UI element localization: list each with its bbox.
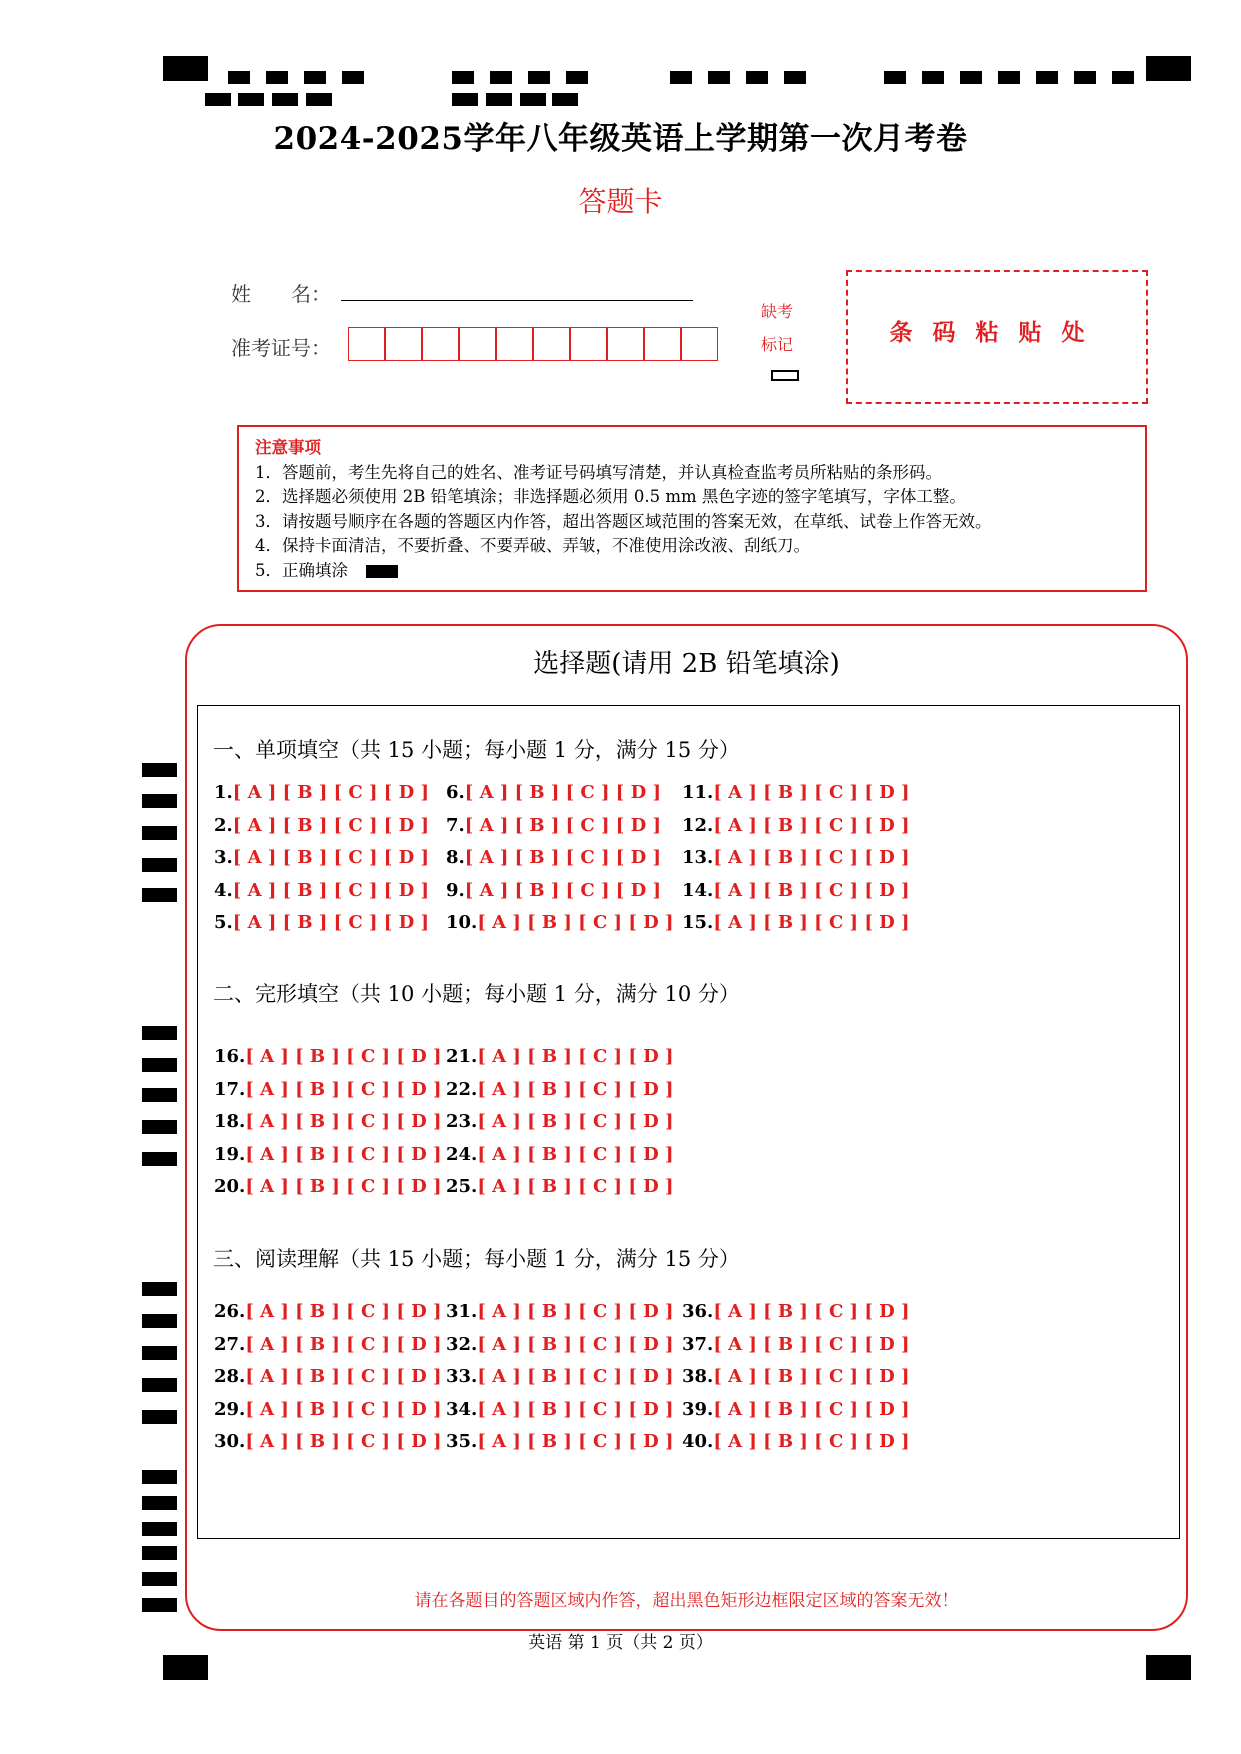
timing-mark: [142, 1496, 177, 1510]
answer-options[interactable]: [ A ] [ B ] [ C ] [ D ]: [245, 1078, 442, 1100]
question-number: 28.: [214, 1366, 246, 1387]
answer-options[interactable]: [ A ] [ B ] [ C ] [ D ]: [713, 912, 910, 933]
timing-mark: [566, 71, 588, 84]
timing-mark: [228, 71, 250, 84]
question-row[interactable]: [446, 1399, 674, 1420]
timing-mark: [142, 1314, 177, 1328]
timing-mark: [304, 71, 326, 84]
question-number: 21.: [446, 1046, 478, 1067]
question-row[interactable]: [446, 1079, 674, 1100]
timing-mark: [142, 1152, 177, 1166]
exam-id-digit-box[interactable]: [681, 327, 718, 361]
question-row[interactable]: [446, 1301, 674, 1322]
answer-options[interactable]: [ A ] [ B ] [ C ] [ D ]: [245, 1301, 442, 1322]
answer-options[interactable]: [ A ] [ B ] [ C ] [ D ]: [464, 879, 661, 901]
timing-mark: [552, 93, 578, 106]
answer-options[interactable]: [ A ] [ B ] [ C ] [ D ]: [713, 814, 910, 836]
notice-item: 2．选择题必须使用 2B 铅笔填涂；非选择题必须用 0.5 mm 黑色字迹的签字笔填写，字体工整。: [255, 487, 966, 506]
question-row[interactable]: [446, 1176, 674, 1197]
exam-id-digit-box[interactable]: [459, 327, 496, 361]
timing-mark: [1112, 71, 1134, 84]
question-row[interactable]: [446, 912, 674, 933]
timing-mark: [142, 1282, 177, 1296]
answer-options[interactable]: [ A ] [ B ] [ C ] [ D ]: [477, 1333, 674, 1355]
timing-mark: [784, 71, 806, 84]
page-subtitle: 答题卡: [578, 185, 663, 218]
question-number: 18.: [214, 1111, 246, 1132]
question-number: 17.: [214, 1078, 246, 1100]
notice-item: 3．请按题号顺序在各题的答题区内作答，超出答题区域范围的答案无效，在草纸、试卷上作答无效。: [255, 511, 992, 531]
answer-options[interactable]: [ A ] [ B ] [ C ] [ D ]: [477, 1301, 674, 1322]
timing-mark: [272, 93, 298, 106]
exam-id-label: 准考证号：: [231, 336, 331, 360]
timing-mark: [708, 71, 730, 84]
question-number: 14.: [682, 879, 714, 901]
question-row[interactable]: [682, 1431, 910, 1452]
question-row[interactable]: [682, 1366, 910, 1387]
answer-options[interactable]: [ A ] [ B ] [ C ] [ D ]: [477, 1398, 674, 1420]
answer-options[interactable]: [ A ] [ B ] [ C ] [ D ]: [477, 1366, 674, 1387]
registration-mark: [1146, 56, 1191, 81]
question-row[interactable]: [682, 880, 910, 901]
question-row[interactable]: [214, 880, 429, 901]
answer-options[interactable]: [ A ] [ B ] [ C ] [ D ]: [245, 1111, 442, 1132]
question-row[interactable]: [214, 1046, 442, 1067]
question-number: 23.: [446, 1111, 478, 1132]
question-number: 8.: [446, 847, 465, 868]
question-number: 40.: [682, 1431, 714, 1452]
part-title: 三、阅读理解（共 15 小题；每小题 1 分，满分 15 分）: [213, 1247, 740, 1271]
answer-options[interactable]: [ A ] [ B ] [ C ] [ D ]: [477, 1431, 674, 1452]
question-number: 13.: [682, 847, 714, 868]
timing-mark: [142, 1546, 177, 1560]
exam-id-digit-box[interactable]: [644, 327, 681, 361]
question-row[interactable]: [682, 912, 910, 933]
question-row[interactable]: [446, 847, 661, 868]
question-number: 31.: [446, 1301, 478, 1322]
notice-item: 4．保持卡面清洁，不要折叠、不要弄破、弄皱，不准使用涂改液、刮纸刀。: [255, 536, 810, 555]
question-number: 12.: [682, 814, 714, 836]
exam-id-digit-box[interactable]: [607, 327, 644, 361]
choice-section: [185, 624, 1188, 1631]
answer-options[interactable]: [ A ] [ B ] [ C ] [ D ]: [464, 814, 661, 836]
answer-options[interactable]: [ A ] [ B ] [ C ] [ D ]: [477, 1143, 674, 1165]
notice-item: 1．答题前，考生先将自己的姓名、准考证号码填写清楚，并认真检查监考员所粘贴的条形码。: [255, 462, 942, 482]
exam-id-digit-box[interactable]: [422, 327, 459, 361]
question-row[interactable]: [214, 1399, 442, 1420]
answer-options[interactable]: [ A ] [ B ] [ C ] [ D ]: [477, 1078, 674, 1100]
question-row[interactable]: [682, 782, 910, 803]
timing-mark: [266, 71, 288, 84]
registration-mark: [1146, 1655, 1191, 1680]
question-number: 27.: [214, 1333, 246, 1355]
timing-mark: [486, 93, 512, 106]
question-row[interactable]: [446, 782, 661, 803]
question-row[interactable]: [446, 1144, 674, 1165]
answer-options[interactable]: [ A ] [ B ] [ C ] [ D ]: [232, 847, 429, 868]
question-row[interactable]: [214, 1111, 442, 1132]
question-number: 5.: [214, 912, 233, 933]
notice-item: 5．正确填涂: [255, 560, 348, 580]
answer-options[interactable]: [ A ] [ B ] [ C ] [ D ]: [713, 879, 910, 901]
question-row[interactable]: [214, 847, 429, 868]
question-row[interactable]: [214, 1176, 442, 1197]
question-number: 16.: [214, 1046, 246, 1067]
barcode-area: [846, 270, 1148, 404]
exam-id-digit-box[interactable]: [533, 327, 570, 361]
timing-mark: [998, 71, 1020, 84]
name-label: 姓 名：: [231, 282, 331, 306]
name-field[interactable]: [341, 300, 693, 301]
question-number: 2.: [214, 814, 233, 836]
answer-options[interactable]: [ A ] [ B ] [ C ] [ D ]: [713, 1431, 910, 1452]
timing-mark: [922, 71, 944, 84]
question-number: 37.: [682, 1333, 714, 1355]
question-row[interactable]: [214, 782, 429, 803]
answer-options[interactable]: [ A ] [ B ] [ C ] [ D ]: [713, 782, 910, 803]
question-row[interactable]: [446, 1431, 674, 1452]
absent-label-2: 标记: [761, 335, 794, 354]
absent-label-1: 缺考: [761, 302, 794, 321]
answer-warning: 请在各题目的答题区域内作答，超出黑色矩形边框限定区域的答案无效！: [414, 1591, 959, 1611]
registration-mark: [163, 56, 208, 81]
question-number: 10.: [446, 912, 478, 933]
timing-mark: [142, 858, 177, 872]
timing-mark: [746, 71, 768, 84]
question-number: 32.: [446, 1333, 478, 1355]
exam-id-digit-box[interactable]: [348, 327, 385, 361]
question-number: 19.: [214, 1143, 246, 1165]
question-number: 7.: [446, 814, 465, 836]
page-title: 2024-2025学年八年级英语上学期第一次月考卷: [273, 121, 968, 157]
question-row[interactable]: [682, 1301, 910, 1322]
absent-checkbox[interactable]: [771, 370, 799, 381]
answer-options[interactable]: [ A ] [ B ] [ C ] [ D ]: [245, 1046, 442, 1067]
question-row[interactable]: [446, 1366, 674, 1387]
timing-mark: [142, 1470, 177, 1484]
question-row[interactable]: [446, 880, 661, 901]
question-row[interactable]: [446, 1334, 674, 1355]
answer-options[interactable]: [ A ] [ B ] [ C ] [ D ]: [245, 1366, 442, 1387]
answer-options[interactable]: [ A ] [ B ] [ C ] [ D ]: [245, 1143, 442, 1165]
question-number: 22.: [446, 1078, 478, 1100]
answer-options[interactable]: [ A ] [ B ] [ C ] [ D ]: [713, 1398, 910, 1420]
answer-options[interactable]: [ A ] [ B ] [ C ] [ D ]: [232, 782, 429, 803]
question-number: 25.: [446, 1176, 478, 1197]
answer-options[interactable]: [ A ] [ B ] [ C ] [ D ]: [464, 782, 661, 803]
timing-mark: [142, 1378, 177, 1392]
barcode-label: 条码粘贴处: [889, 319, 1105, 346]
question-row[interactable]: [214, 1366, 442, 1387]
answer-options[interactable]: [ A ] [ B ] [ C ] [ D ]: [245, 1176, 442, 1197]
question-number: 9.: [446, 879, 465, 901]
answer-options[interactable]: [ A ] [ B ] [ C ] [ D ]: [245, 1431, 442, 1452]
question-row[interactable]: [214, 1431, 442, 1452]
timing-mark: [670, 71, 692, 84]
answer-options[interactable]: [ A ] [ B ] [ C ] [ D ]: [477, 1111, 674, 1132]
question-number: 36.: [682, 1301, 714, 1322]
timing-mark: [205, 93, 231, 106]
part-title: 一、单项填空（共 15 小题；每小题 1 分，满分 15 分）: [213, 738, 740, 762]
timing-mark: [142, 1026, 177, 1040]
timing-mark: [884, 71, 906, 84]
question-row[interactable]: [682, 847, 910, 868]
answer-options[interactable]: [ A ] [ B ] [ C ] [ D ]: [245, 1398, 442, 1420]
timing-mark: [142, 1088, 177, 1102]
timing-mark: [142, 1058, 177, 1072]
question-number: 35.: [446, 1431, 478, 1452]
question-row[interactable]: [682, 1334, 910, 1355]
timing-mark: [142, 1346, 177, 1360]
question-row[interactable]: [682, 815, 910, 836]
notice-heading: 注意事项: [255, 438, 321, 457]
fill-sample-mark: [366, 565, 398, 578]
timing-mark: [142, 1598, 177, 1612]
question-row[interactable]: [446, 1046, 674, 1067]
part-title: 二、完形填空（共 10 小题；每小题 1 分，满分 10 分）: [213, 982, 740, 1006]
timing-mark: [142, 1120, 177, 1134]
question-row[interactable]: [446, 815, 661, 836]
answer-options[interactable]: [ A ] [ B ] [ C ] [ D ]: [477, 1176, 674, 1197]
timing-mark: [1036, 71, 1058, 84]
timing-mark: [238, 93, 264, 106]
question-number: 6.: [446, 782, 465, 803]
answer-options[interactable]: [ A ] [ B ] [ C ] [ D ]: [713, 1333, 910, 1355]
notice-box: [237, 425, 1147, 592]
timing-mark: [142, 763, 177, 777]
choice-section-title: 选择题(请用 2B 铅笔填涂): [533, 649, 840, 679]
registration-mark: [163, 1655, 208, 1680]
question-number: 15.: [682, 912, 714, 933]
question-number: 26.: [214, 1301, 246, 1322]
answer-options[interactable]: [ A ] [ B ] [ C ] [ D ]: [464, 847, 661, 868]
timing-mark: [490, 71, 512, 84]
question-number: 4.: [214, 879, 233, 901]
answer-options[interactable]: [ A ] [ B ] [ C ] [ D ]: [232, 912, 429, 933]
question-number: 34.: [446, 1398, 478, 1420]
question-row[interactable]: [446, 1111, 674, 1132]
question-row[interactable]: [214, 1334, 442, 1355]
timing-mark: [452, 93, 478, 106]
timing-mark: [342, 71, 364, 84]
question-row[interactable]: [214, 1079, 442, 1100]
answer-options[interactable]: [ A ] [ B ] [ C ] [ D ]: [713, 1301, 910, 1322]
answer-options[interactable]: [ A ] [ B ] [ C ] [ D ]: [477, 1046, 674, 1067]
question-number: 38.: [682, 1366, 714, 1387]
timing-mark: [528, 71, 550, 84]
answer-area: [197, 705, 1180, 1539]
question-number: 24.: [446, 1143, 478, 1165]
timing-mark: [142, 1522, 177, 1536]
timing-mark: [306, 93, 332, 106]
page-footer: 英语 第 1 页（共 2 页）: [528, 1633, 713, 1653]
timing-mark: [960, 71, 982, 84]
timing-mark: [520, 93, 546, 106]
question-number: 20.: [214, 1176, 246, 1197]
question-number: 3.: [214, 847, 233, 868]
timing-mark: [142, 888, 177, 902]
timing-mark: [142, 794, 177, 808]
question-number: 39.: [682, 1398, 714, 1420]
timing-mark: [452, 71, 474, 84]
timing-mark: [142, 1572, 177, 1586]
exam-id-digit-box[interactable]: [385, 327, 422, 361]
question-row[interactable]: [214, 815, 429, 836]
answer-options[interactable]: [ A ] [ B ] [ C ] [ D ]: [713, 1366, 910, 1387]
question-number: 30.: [214, 1431, 246, 1452]
answer-options[interactable]: [ A ] [ B ] [ C ] [ D ]: [232, 814, 429, 836]
question-row[interactable]: [682, 1399, 910, 1420]
timing-mark: [142, 1410, 177, 1424]
answer-options[interactable]: [ A ] [ B ] [ C ] [ D ]: [232, 879, 429, 901]
timing-mark: [142, 826, 177, 840]
question-row[interactable]: [214, 912, 429, 933]
question-row[interactable]: [214, 1144, 442, 1165]
question-number: 33.: [446, 1366, 478, 1387]
answer-options[interactable]: [ A ] [ B ] [ C ] [ D ]: [245, 1333, 442, 1355]
exam-id-digit-box[interactable]: [570, 327, 607, 361]
answer-options[interactable]: [ A ] [ B ] [ C ] [ D ]: [477, 912, 674, 933]
timing-mark: [1074, 71, 1096, 84]
question-number: 29.: [214, 1398, 246, 1420]
answer-options[interactable]: [ A ] [ B ] [ C ] [ D ]: [713, 847, 910, 868]
question-number: 1.: [214, 782, 233, 803]
question-number: 11.: [682, 782, 714, 803]
exam-id-digit-box[interactable]: [496, 327, 533, 361]
question-row[interactable]: [214, 1301, 442, 1322]
